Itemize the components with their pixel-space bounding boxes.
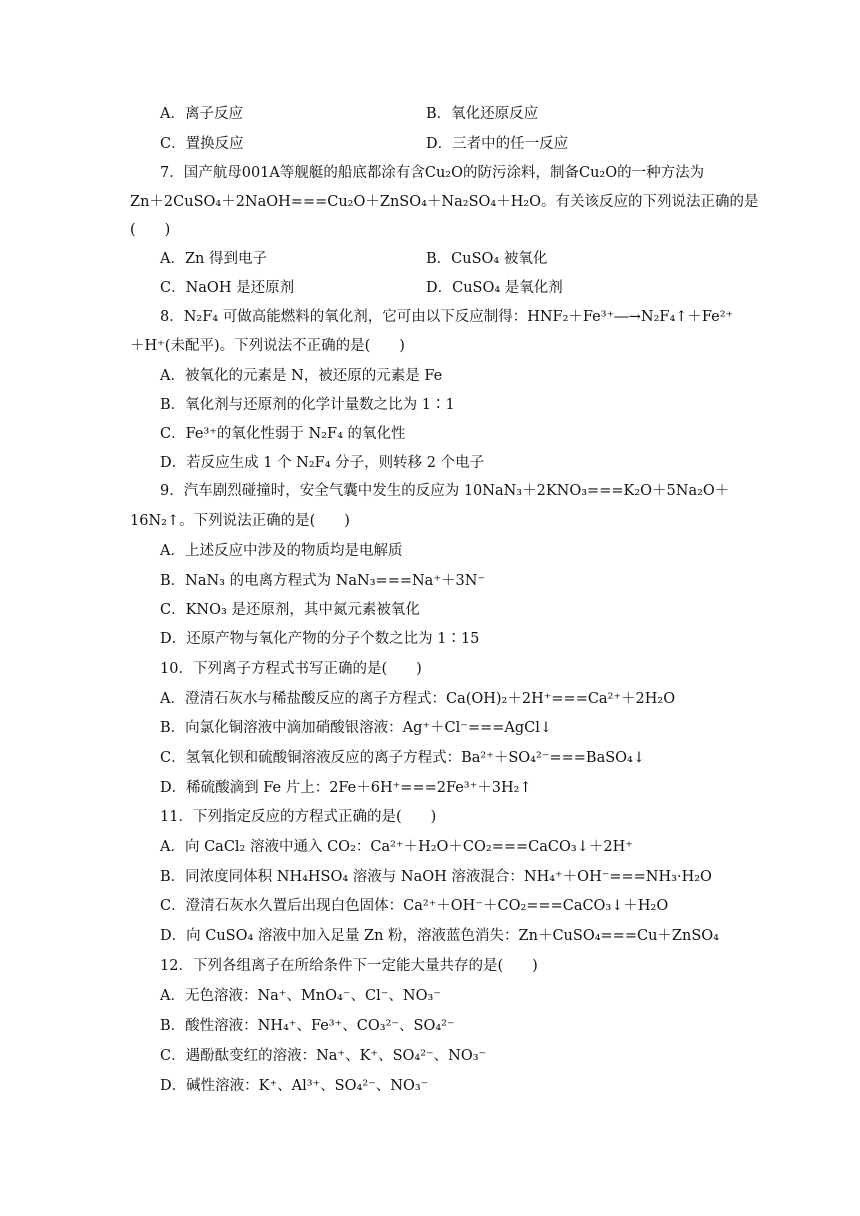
q10-option-c: C．氢氧化钡和硫酸铜溶液反应的离子方程式：Ba²⁺＋SO₄²⁻===BaSO₄↓ bbox=[160, 750, 645, 766]
q9-option-b: B．NaN₃ 的电离方程式为 NaN₃===Na⁺＋3N⁻ bbox=[160, 573, 486, 589]
q9-stem-line2: 16N₂↑。下列说法正确的是( ) bbox=[130, 513, 350, 529]
q9-stem-line1: 9．汽车剧烈碰撞时，安全气囊中发生的反应为 10NaN₃＋2KNO₃===K₂O＋5Na₂O＋ bbox=[160, 483, 730, 499]
q8-option-b: B．氧化剂与还原剂的化学计量数之比为 1∶1 bbox=[160, 397, 455, 413]
q8-stem-line2: ＋H⁺(未配平)。下列说法不正确的是( ) bbox=[130, 338, 405, 354]
q7-stem-line1: 7．国产航母001A等舰艇的船底都涂有含Cu₂O的防污涂料，制备Cu₂O的一种方法为 bbox=[160, 165, 705, 181]
q7-option-b: B．CuSO₄ 被氧化 bbox=[426, 251, 548, 267]
q6-option-d: D．三者中的任一反应 bbox=[426, 136, 569, 152]
q8-option-d: D．若反应生成 1 个 N₂F₄ 分子，则转移 2 个电子 bbox=[160, 455, 485, 471]
q7-stem-line2: Zn＋2CuSO₄＋2NaOH===Cu₂O＋ZnSO₄＋Na₂SO₄＋H₂O。有关该反应的下列说法正确的是 bbox=[130, 194, 759, 210]
q11-option-d: D．向 CuSO₄ 溶液中加入足量 Zn 粉，溶液蓝色消失：Zn＋CuSO₄===Cu＋ZnSO₄ bbox=[160, 928, 719, 944]
q12-option-d: D．碱性溶液：K⁺、Al³⁺、SO₄²⁻、NO₃⁻ bbox=[160, 1078, 429, 1094]
q9-option-a: A．上述反应中涉及的物质均是电解质 bbox=[160, 543, 403, 559]
q10-option-d: D．稀硫酸滴到 Fe 片上：2Fe＋6H⁺===2Fe³⁺＋3H₂↑ bbox=[160, 780, 532, 796]
q12-option-a: A．无色溶液：Na⁺、MnO₄⁻、Cl⁻、NO₃⁻ bbox=[160, 988, 441, 1004]
q7-option-a: A．Zn 得到电子 bbox=[160, 251, 267, 267]
q10-stem: 10．下列离子方程式书写正确的是( ) bbox=[160, 661, 422, 677]
q8-stem-line1: 8．N₂F₄ 可做高能燃料的氧化剂，它可由以下反应制得：HNF₂＋Fe³⁺―→N₂F₄↑＋Fe²⁺ bbox=[160, 309, 734, 325]
q12-stem: 12．下列各组离子在所给条件下一定能大量共存的是( ) bbox=[160, 958, 538, 974]
q8-option-c: C．Fe³⁺的氧化性弱于 N₂F₄ 的氧化性 bbox=[160, 426, 406, 442]
q9-option-c: C．KNO₃ 是还原剂，其中氮元素被氧化 bbox=[160, 602, 420, 618]
q12-option-b: B．酸性溶液：NH₄⁺、Fe³⁺、CO₃²⁻、SO₄²⁻ bbox=[160, 1018, 455, 1034]
q10-option-a: A．澄清石灰水与稀盐酸反应的离子方程式：Ca(OH)₂＋2H⁺===Ca²⁺＋2H₂O bbox=[160, 691, 676, 707]
q7-stem-line3: ( ) bbox=[130, 222, 171, 238]
q6-option-a: A．离子反应 bbox=[160, 106, 243, 122]
q11-option-c: C．澄清石灰水久置后出现白色固体：Ca²⁺＋OH⁻＋CO₂===CaCO₃↓＋H₂O bbox=[160, 898, 669, 914]
q7-option-d: D．CuSO₄ 是氧化剂 bbox=[426, 280, 563, 296]
q11-option-a: A．向 CaCl₂ 溶液中通入 CO₂：Ca²⁺＋H₂O＋CO₂===CaCO₃↓＋2H⁺ bbox=[160, 839, 633, 855]
q7-option-c: C．NaOH 是还原剂 bbox=[160, 280, 295, 296]
q6-option-c: C．置换反应 bbox=[160, 136, 244, 152]
q12-option-c: C．遇酚酞变红的溶液：Na⁺、K⁺、SO₄²⁻、NO₃⁻ bbox=[160, 1048, 487, 1064]
q11-option-b: B．同浓度同体积 NH₄HSO₄ 溶液与 NaOH 溶液混合：NH₄⁺＋OH⁻===NH₃·H₂O bbox=[160, 869, 712, 885]
q10-option-b: B．向氯化铜溶液中滴加硝酸银溶液：Ag⁺＋Cl⁻===AgCl↓ bbox=[160, 720, 553, 736]
q6-option-b: B．氧化还原反应 bbox=[426, 106, 539, 122]
q11-stem: 11．下列指定反应的方程式正确的是( ) bbox=[160, 809, 437, 825]
q8-option-a: A．被氧化的元素是 N，被还原的元素是 Fe bbox=[160, 368, 443, 384]
q9-option-d: D．还原产物与氧化产物的分子个数之比为 1∶15 bbox=[160, 631, 480, 647]
